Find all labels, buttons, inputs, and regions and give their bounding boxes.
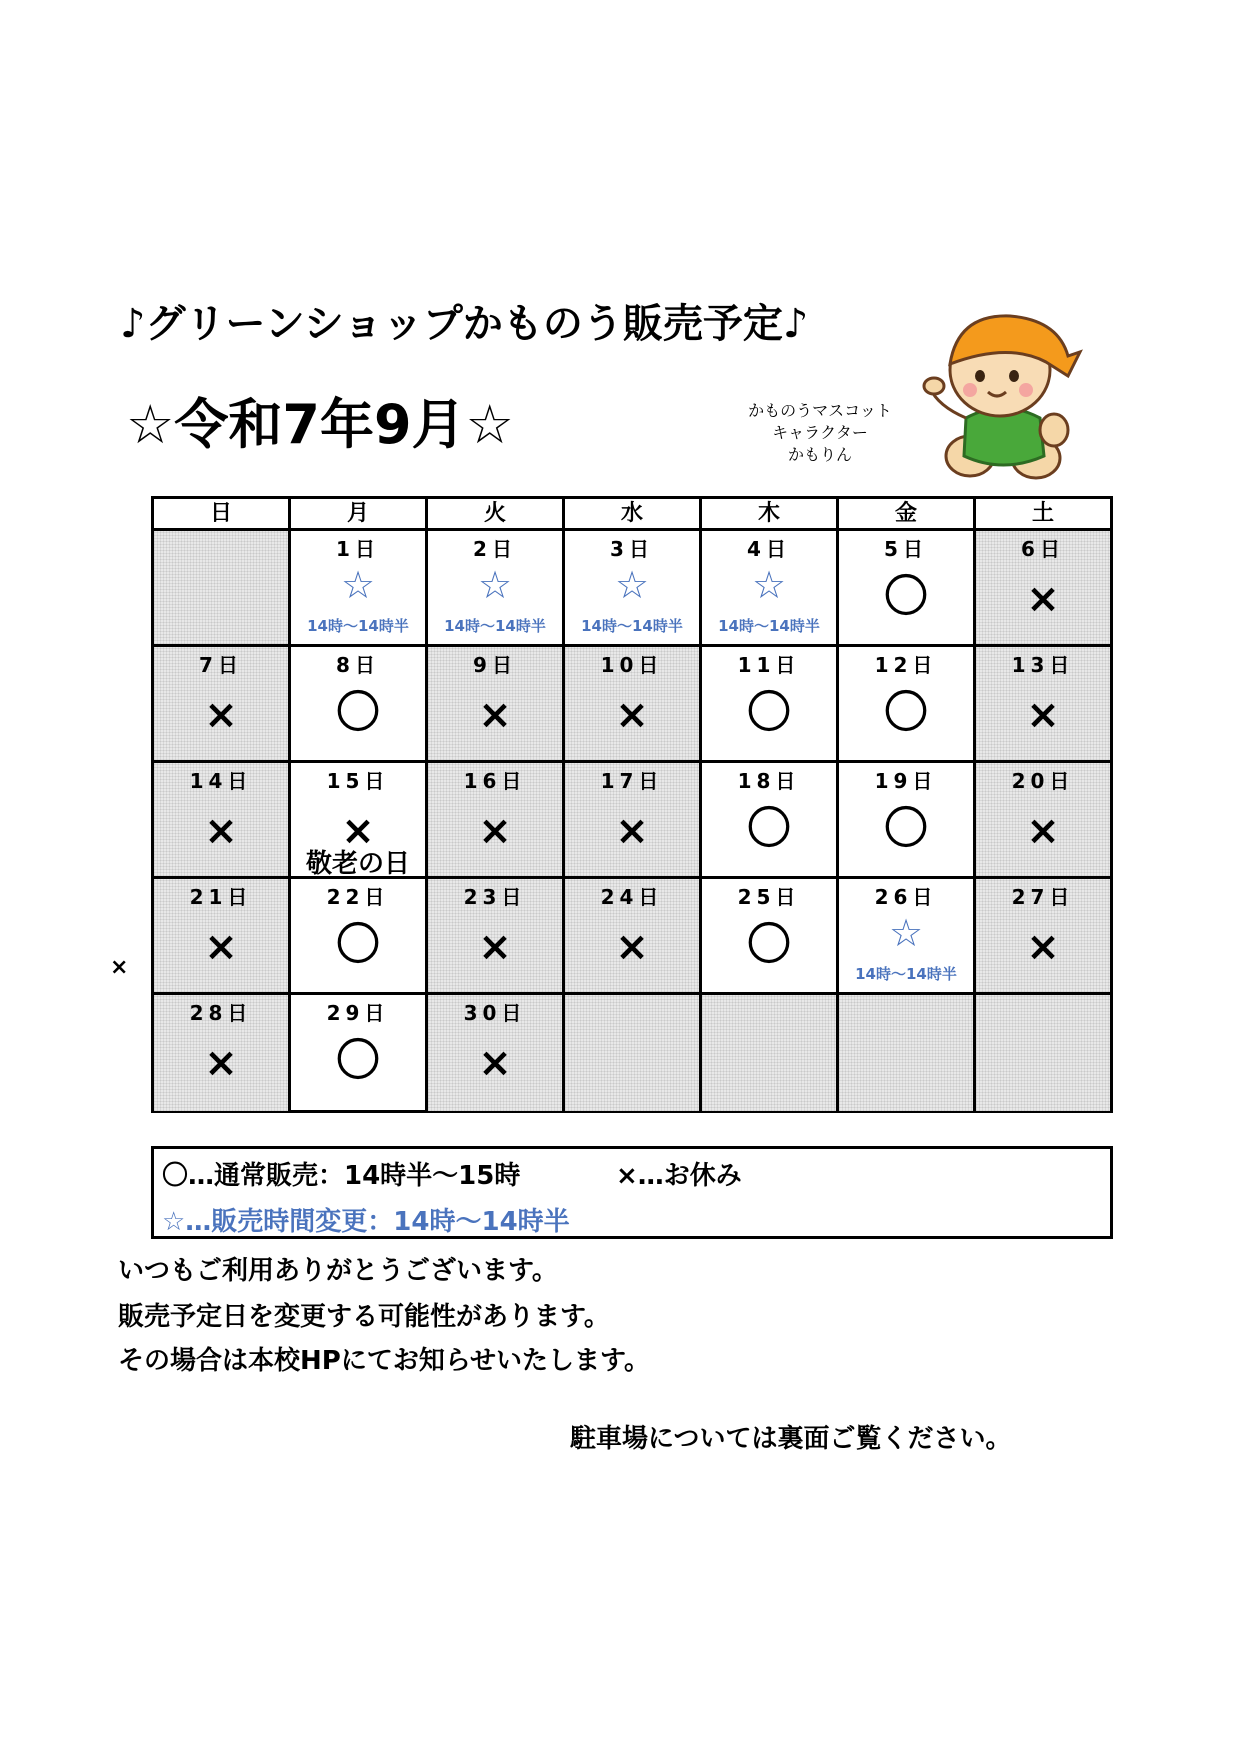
closed-x-mark: × [615,808,649,854]
calendar-day-cell [565,879,702,992]
day-number: 19日 [874,769,938,793]
calendar-day-cell [565,995,702,1111]
calendar-day-cell [428,531,565,644]
hp-notice: その場合は本校HPにてお知らせいたします。 [118,1346,650,1376]
day-number: 16日 [463,769,527,793]
side-x-mark: × [110,955,129,980]
day-number: 28日 [189,1001,253,1025]
closed-x-mark: × [204,808,238,854]
calendar-day-cell [839,879,976,992]
changed-star-mark: ☆ [751,563,787,607]
day-number: 12日 [874,653,938,677]
day-number: 22日 [326,885,390,909]
calendar-week-row [154,531,1110,647]
weekday-thu: 木 [702,499,839,528]
closed-x-mark: × [478,1040,512,1086]
holiday-label: 敬老の日 [305,849,410,879]
day-number: 29日 [326,1001,390,1025]
calendar-day-cell [565,763,702,876]
calendar-day-cell [154,647,291,760]
changed-time-label: 14時～14時半 [307,617,409,635]
day-number: 7日 [199,653,243,677]
calendar-day-cell [428,763,565,876]
mascot-caption-line3: かもりん [787,445,852,464]
closed-x-mark: × [615,692,649,738]
mascot-kamorin-image [918,306,1088,484]
day-number: 25日 [737,885,801,909]
calendar-day-cell [565,647,702,760]
calendar-week-row [154,879,1110,995]
day-number: 1日 [336,537,380,561]
closed-x-mark: × [478,692,512,738]
calendar-day-cell [702,879,839,992]
changed-star-mark: ☆ [888,911,924,955]
calendar-day-cell [291,995,428,1111]
day-number: 30日 [463,1001,527,1025]
calendar-day-cell [291,879,428,992]
open-circle-mark: 〇 [747,687,791,738]
parking-notice: 駐車場については裏面ご覧ください。 [570,1424,1012,1454]
month-title: ☆令和7年9月☆ [126,393,514,456]
change-notice: 販売予定日を変更する可能性があります。 [118,1302,610,1332]
day-number: 5日 [884,537,928,561]
closed-x-mark: × [204,1040,238,1086]
calendar-day-cell [154,995,291,1111]
open-circle-mark: 〇 [884,571,928,622]
day-number: 18日 [737,769,801,793]
changed-time-label: 14時～14時半 [855,965,957,983]
open-circle-mark: 〇 [884,803,928,854]
closed-x-mark: × [204,692,238,738]
calendar-day-cell [839,763,976,876]
calendar-day-cell [976,995,1110,1111]
closed-x-mark: × [478,808,512,854]
calendar-day-cell [154,531,291,644]
weekday-mon: 月 [291,499,428,528]
calendar-day-cell [976,531,1110,644]
mascot-caption-line2: キャラクター [772,423,868,442]
day-number: 23日 [463,885,527,909]
calendar-week-row [154,763,1110,879]
day-number: 6日 [1021,537,1065,561]
closed-x-mark: × [615,924,649,970]
calendar-week-row [154,647,1110,763]
calendar-day-cell [839,531,976,644]
changed-star-mark: ☆ [340,563,376,607]
legend-normal: 〇…通常販売：14時半～15時 [162,1161,521,1191]
calendar-day-cell [154,879,291,992]
weekday-tue: 火 [428,499,565,528]
closed-x-mark: × [1026,924,1060,970]
day-number: 8日 [336,653,380,677]
calendar-day-cell [428,995,565,1111]
thanks-message: いつもご利用ありがとうございます。 [118,1256,558,1286]
calendar-day-cell [839,995,976,1111]
weekday-fri: 金 [839,499,976,528]
day-number: 10日 [600,653,664,677]
day-number: 24日 [600,885,664,909]
calendar-day-cell [702,763,839,876]
calendar-day-cell [291,531,428,644]
day-number: 4日 [747,537,791,561]
calendar-day-cell [702,531,839,644]
day-number: 17日 [600,769,664,793]
open-circle-mark: 〇 [747,919,791,970]
weekday-wed: 水 [565,499,702,528]
page-title: ♪グリーンショップかものう販売予定♪ [120,301,809,347]
closed-x-mark: × [204,924,238,970]
closed-x-mark: × [478,924,512,970]
calendar-day-cell [565,531,702,644]
calendar-day-cell [702,647,839,760]
changed-time-label: 14時～14時半 [581,617,683,635]
closed-x-mark: × [341,808,375,854]
calendar-day-cell [839,647,976,760]
calendar-day-cell [702,995,839,1111]
calendar-day-cell [428,647,565,760]
changed-star-mark: ☆ [477,563,513,607]
day-number: 11日 [737,653,801,677]
open-circle-mark: 〇 [747,803,791,854]
day-number: 14日 [189,769,253,793]
legend-changed: ☆…販売時間変更：14時～14時半 [162,1207,570,1237]
mascot-caption [740,400,900,466]
changed-star-mark: ☆ [614,563,650,607]
mascot-caption-line1: かものうマスコット [748,401,892,420]
open-circle-mark: 〇 [884,687,928,738]
changed-time-label: 14時～14時半 [718,617,820,635]
calendar-day-cell [154,763,291,876]
weekday-sat: 土 [1031,501,1054,526]
legend-closed: ×…お休み [616,1161,742,1191]
calendar-week-row [154,995,1110,1111]
open-circle-mark: 〇 [336,919,380,970]
day-number: 2日 [473,537,517,561]
calendar-day-cell [976,763,1110,876]
legend-box [151,1146,1113,1239]
closed-x-mark: × [1026,808,1060,854]
day-number: 21日 [189,885,253,909]
changed-time-label: 14時～14時半 [444,617,546,635]
calendar-day-cell [976,879,1110,992]
open-circle-mark: 〇 [336,1035,380,1086]
closed-x-mark: × [1026,576,1060,622]
closed-x-mark: × [1026,692,1060,738]
day-number: 20日 [1011,769,1075,793]
day-number: 13日 [1011,653,1075,677]
day-number: 26日 [874,885,938,909]
day-number: 15日 [326,769,390,793]
calendar-day-cell [428,879,565,992]
calendar-day-cell [976,647,1110,760]
calendar-table [151,496,1113,1113]
day-number: 9日 [473,653,517,677]
open-circle-mark: 〇 [336,687,380,738]
day-number: 3日 [610,537,654,561]
day-number: 27日 [1011,885,1075,909]
calendar-day-cell [291,647,428,760]
calendar-day-cell [291,763,428,879]
weekday-sun: 日 [154,499,291,528]
weekday-header-row [154,499,1110,531]
